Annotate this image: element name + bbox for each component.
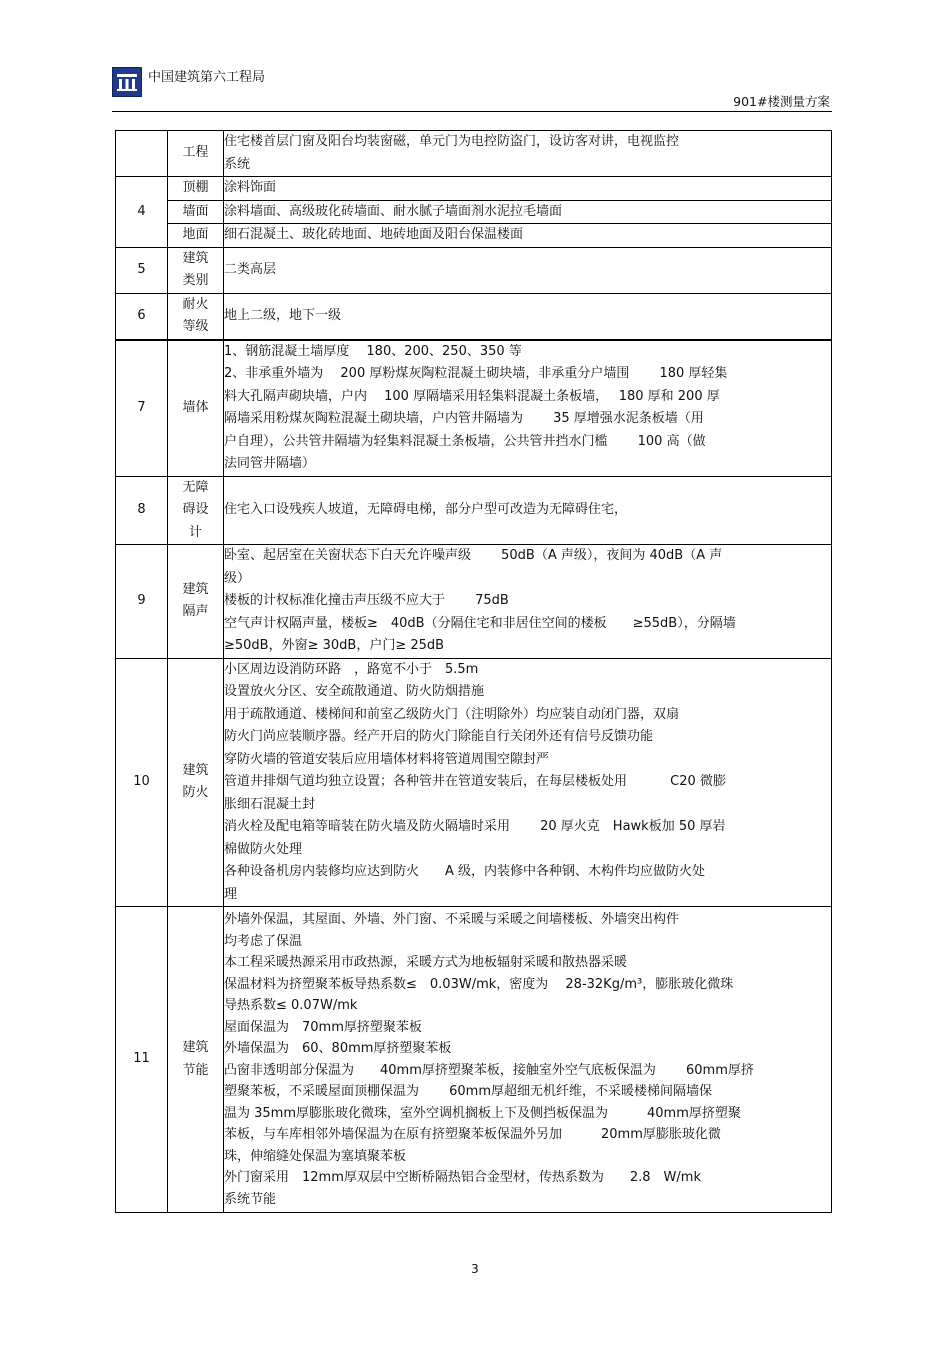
row-number: 4	[116, 177, 168, 248]
row-number: 9	[116, 545, 168, 659]
row-number: 7	[116, 340, 168, 477]
row-label: 耐火 等级	[168, 293, 224, 340]
row-label: 建筑 隔声	[168, 545, 224, 659]
row-content: 涂料墙面、高级玻化砖墙面、耐水腻子墙面剂水泥拉毛墙面	[224, 200, 832, 224]
row-content: 涂料饰面	[224, 177, 832, 201]
row-content: 住宅楼首层门窗及阳台均装窗磁，单元门为电控防盗门，设访客对讲，电视监控 系统	[224, 131, 832, 177]
row-number: 5	[116, 247, 168, 293]
row-label: 无障 碍设 计	[168, 476, 224, 545]
table-row	[116, 177, 832, 201]
row-label: 建筑 类别	[168, 247, 224, 293]
row-number: 11	[116, 907, 168, 1213]
document-title: 901#楼测量方案	[733, 94, 830, 109]
row-label: 工程	[168, 131, 224, 177]
row-label: 墙体	[168, 340, 224, 477]
row-content: 1、钢筋混凝土墙厚度 180、200、250、350 等 2、非承重外墙为 200 厚粉煤灰陶粒混凝土砌块墙，非承重分户墙围 180 厚轻集 料大孔隔声砌块墙，户内 100 厚隔墙采用轻集料混凝土条板墙， 180 厚和 200 厚 隔墙采用粉煤灰陶粒混凝土砌块墙，户内管井隔墙为 35 厚增强水泥条板墙（用 户自理），公共管井隔墙为轻集料混凝土条板墙，公共管井挡水门槛 100 高（做 法同管井隔墙）	[224, 340, 832, 477]
company-name: 中国建筑第六工程局	[148, 70, 266, 85]
table-row	[116, 131, 832, 177]
row-content: 卧室、起居室在关窗状态下白天允许噪声级 50dB（A 声级），夜间为 40dB（A 声 级） 楼板的计权标准化撞击声压级不应大于 75dB 空气声计权隔声量，楼板≥ 40dB（分隔住宅和非居住空间的楼板 ≥55dB），分隔墙 ≥50dB，外窗≥ 30dB，户门≥ 25dB	[224, 545, 832, 659]
row-content: 小区周边设消防环路 ，路宽不小于 5.5m 设置放火分区、安全疏散通道、防火防烟措施 用于疏散通道、楼梯间和前室乙级防火门（注明除外）均应装自动闭门器，双扇 防火门尚应装顺序器。经产开启的防火门除能自行关闭外还有信号反馈功能 穿防火墙的管道安装后应用墙体材料将管道周围空隙封严 管道井排烟气道均独立设置；各种管井在管道安装后，在每层楼板处用 C20 微膨 胀细石混凝土封 消火栓及配电箱等暗装在防火墙及防火隔墙时采用 20 厚火克 Hawk板加 50 厚岩 棉做防火处理 各种设备机房内装修均应达到防火 A 级，内装修中各种钢、木构件均应做防火处 理	[224, 658, 832, 907]
page-number: 3	[471, 1262, 479, 1276]
table-row	[116, 293, 832, 340]
row-number: 6	[116, 293, 168, 340]
table-row	[116, 200, 832, 224]
header-divider	[112, 111, 832, 112]
table-row	[116, 658, 832, 907]
row-number: 10	[116, 658, 168, 907]
row-content: 住宅入口设残疾人坡道，无障碍电梯，部分户型可改造为无障碍住宅，	[224, 476, 832, 545]
row-content: 细石混凝土、玻化砖地面、地砖地面及阳台保温楼面	[224, 224, 832, 248]
table-row	[116, 224, 832, 248]
row-label: 顶棚	[168, 177, 224, 201]
row-number	[116, 131, 168, 177]
row-label: 建筑 节能	[168, 907, 224, 1213]
company-logo-icon	[112, 67, 142, 97]
spec-table	[115, 130, 832, 1213]
row-number: 8	[116, 476, 168, 545]
row-content: 地上二级，地下一级	[224, 293, 832, 340]
row-label: 地面	[168, 224, 224, 248]
row-content: 二类高层	[224, 247, 832, 293]
table-row	[116, 545, 832, 659]
table-row	[116, 907, 832, 1213]
row-label: 墙面	[168, 200, 224, 224]
table-row	[116, 247, 832, 293]
table-row	[116, 340, 832, 477]
row-label: 建筑 防火	[168, 658, 224, 907]
row-content: 外墙外保温，其屋面、外墙、外门窗、不采暖与采暖之间墙楼板、外墙突出构件 均考虑了保温 本工程采暖热源采用市政热源，采暖方式为地板辐射采暖和散热器采暖 保温材料为挤塑聚苯板导热系数≤ 0.03W/mk，密度为 28-32Kg/m³，膨胀玻化微珠 导热系数≤ 0.07W/mk 屋面保温为 70mm厚挤塑聚苯板 外墙保温为 60、80mm厚挤塑聚苯板 凸窗非透明部分保温为 40mm厚挤塑聚苯板，接触室外空气底板保温为 60mm厚挤 塑聚苯板，不采暖屋面顶棚保温为 60mm厚超细无机纤维，不采暖楼梯间隔墙保 温为 35mm厚膨胀玻化微珠，室外空调机搁板上下及侧挡板保温为 40mm厚挤塑聚 苯板，与车库相邻外墙保温为在原有挤塑聚苯板保温外另加 20mm厚膨胀玻化微 珠，伸缩缝处保温为塞填聚苯板 外门窗采用 12mm厚双层中空断桥隔热铝合金型材，传热系数为 2.8 W/mk 系统节能	[224, 907, 832, 1213]
table-row	[116, 476, 832, 545]
